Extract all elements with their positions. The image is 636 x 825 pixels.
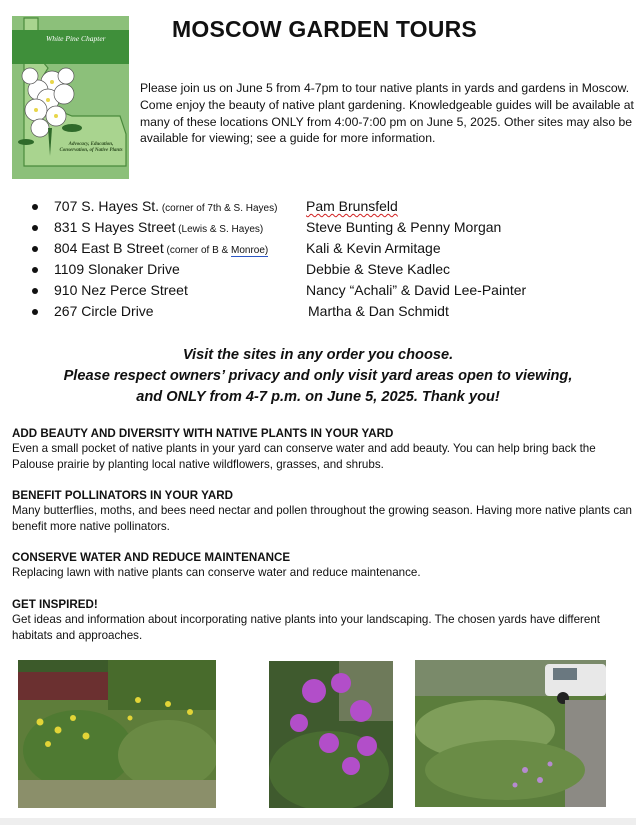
bullet xyxy=(32,267,38,273)
section-body: Even a small pocket of native plants in your yard can conserve water and add beauty. You can help bring back the Palouse prairie by planting local native wildflowers, grasses, and shrubs. xyxy=(12,442,596,471)
garden-photo-driveway-bed xyxy=(415,660,606,807)
bullet xyxy=(32,204,38,210)
site-note-underlined: Monroe) xyxy=(230,245,269,256)
page-title: MOSCOW GARDEN TOURS xyxy=(172,16,477,42)
section-water xyxy=(12,550,634,581)
garden-photo-yellow-flowers xyxy=(18,660,216,808)
site-address: 831 S Hayes Street xyxy=(54,219,176,235)
section-heading: ADD BEAUTY AND DIVERSITY WITH NATIVE PLANTS IN YOUR YARD xyxy=(12,427,394,440)
section-body: Get ideas and information about incorporating native plants into your landscaping. The chosen yards have different habitats and approaches. xyxy=(12,613,601,642)
bullet xyxy=(32,225,38,231)
site-note: (corner of 7th & S. Hayes) xyxy=(159,203,278,214)
page-edge xyxy=(0,818,636,825)
site-address: 804 East B Street xyxy=(54,240,164,256)
site-note: (Lewis & S. Hayes) xyxy=(175,224,264,235)
bullet xyxy=(32,309,38,315)
site-address: 910 Nez Perce Street xyxy=(54,282,188,298)
site-owners: Debbie & Steve Kadlec xyxy=(306,261,450,277)
section-beauty xyxy=(12,426,634,473)
logo-motto: Advocacy, Education, Conservation, of Native Plants xyxy=(59,142,123,153)
visit-notice xyxy=(0,345,636,408)
site-address: 1109 Slonaker Drive xyxy=(54,261,180,277)
section-body: Replacing lawn with native plants can conserve water and reduce maintenance. xyxy=(12,566,421,579)
site-owners: Pam Brunsfeld xyxy=(306,198,398,214)
site-address: 707 S. Hayes St. xyxy=(54,198,160,214)
visit-line: Please respect owners’ privacy and only visit yard areas open to viewing, xyxy=(63,368,573,384)
section-heading: CONSERVE WATER AND REDUCE MAINTENANCE xyxy=(12,551,291,564)
visit-line: Visit the sites in any order you choose. xyxy=(182,347,454,363)
section-inspired xyxy=(12,597,634,644)
section-heading: GET INSPIRED! xyxy=(12,598,98,611)
chapter-logo xyxy=(12,16,129,179)
site-owners: Steve Bunting & Penny Morgan xyxy=(306,219,502,235)
site-owners: Martha & Dan Schmidt xyxy=(308,303,449,319)
section-heading: BENEFIT POLLINATORS IN YOUR YARD xyxy=(12,489,233,502)
site-owners: Kali & Kevin Armitage xyxy=(306,240,441,256)
bullet xyxy=(32,288,38,294)
site-address: 267 Circle Drive xyxy=(54,303,154,319)
bullet xyxy=(32,246,38,252)
site-note: (corner of B & xyxy=(163,245,231,256)
site-owners: Nancy “Achali” & David Lee-Painter xyxy=(306,282,527,298)
garden-photo-purple-geranium xyxy=(269,661,393,808)
intro-paragraph: Please join us on June 5 from 4-7pm to tour native plants in yards and gardens in Moscow. Come enjoy the beauty of native plant gardening. Knowledgeable guides will be available at many of these locations ONLY from 4:00-7:00 pm on June 5, 2025. Other sites may also be available for viewing; see a guide for more information. xyxy=(140,81,634,146)
section-body: Many butterflies, moths, and bees need nectar and pollen throughout the growing season. Having more native plants can benefit more native pollinators. xyxy=(12,504,633,533)
logo-banner-text: White Pine Chapter xyxy=(46,34,106,43)
section-pollinators xyxy=(12,488,634,535)
visit-line: and ONLY from 4-7 p.m. on June 5, 2025. Thank you! xyxy=(136,389,500,405)
